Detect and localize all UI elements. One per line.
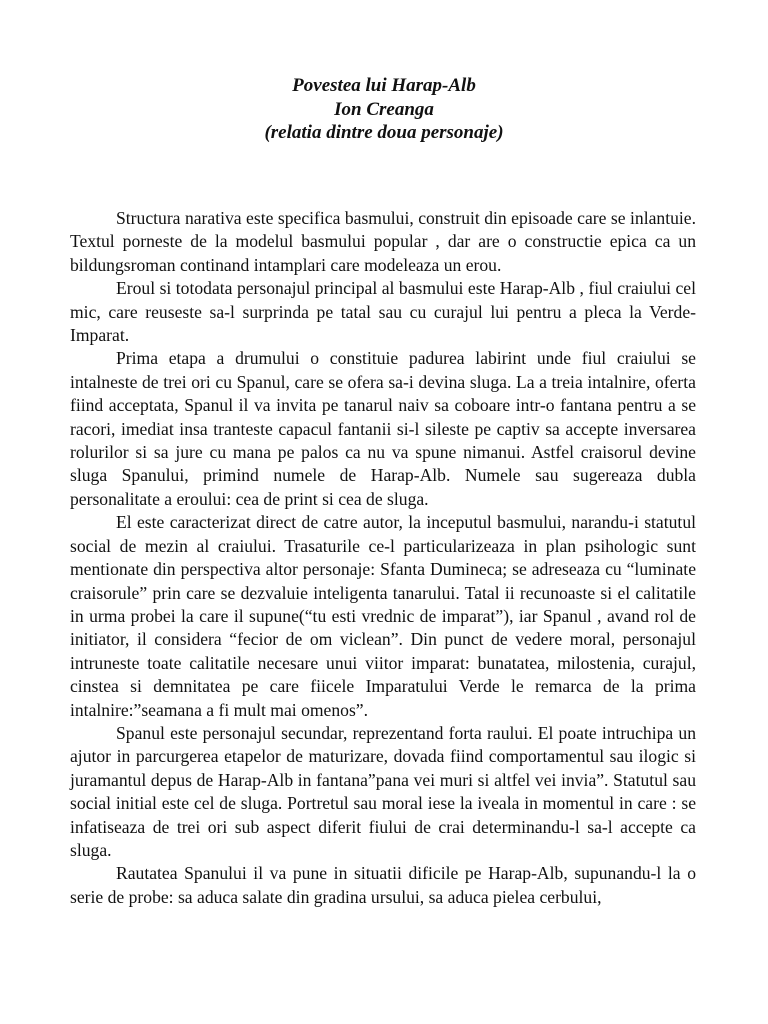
paragraph-6: Rautatea Spanului il va pune in situatii dificile pe Harap-Alb, supunandu-l la o serie de probe: sa aduca salate din gradina ursului, sa aduca pielea cerbului, [70, 863, 696, 907]
paragraph-2: Eroul si totodata personajul principal al basmului este Harap-Alb , fiul craiului cel mic, care reuseste sa-l surprinda pe tatal sau cu curajul lui pentru a pleca la Verde-Imparat. [70, 278, 696, 346]
document-body [70, 207, 696, 909]
document-title [0, 74, 768, 145]
paragraph-3: Prima etapa a drumului o constituie padurea labirint unde fiul craiului se intalneste de trei ori cu Spanul, care se ofera sa-i devina sluga. La a treia intalnire, oferta fiind acceptata, Spanul il va invita pe tanarul naiv sa coboare intr-o fantana pentru a se racori, imediat insa tranteste capacul fantanii si-l sileste pe captiv sa accepte inversarea rolurilor si sa jure cu mana pe palos ca nu va spune nimanui. Astfel craisorul devine sluga Spanului, primind numele de Harap-Alb. Numele sau sugereaza dubla personalitate a eroului: cea de print si cea de sluga. [70, 348, 696, 509]
title-line-story: Povestea lui Harap-Alb [292, 75, 476, 96]
paragraph-4: El este caracterizat direct de catre autor, la inceputul basmului, narandu-i statutul social de mezin al craiului. Trasaturile ce-l particularizeaza in plan psihologic sunt mentionate din perspectiva altor personaje: Sfanta Dumineca; se adreseaza cu “luminate craisorule” prin care se dezvaluie inteligenta tanarului. Tatal ii recunoaste si el calitatile in urma probei la care il supune(“tu esti vrednic de imparat”), iar Spanul , avand rol de initiator, il considera “fecior de om viclean”. Din punct de vedere moral, personajul intruneste toate calitatile necesare unui viitor imparat: bunatatea, milostenia, curajul, cinstea si demnitatea pe care fiicele Imparatului Verde le remarca de la prima intalnire:”seamana a fi mult mai omenos”. [70, 512, 696, 720]
paragraph-5: Spanul este personajul secundar, reprezentand forta raului. El poate intruchipa un ajutor in parcurgerea etapelor de maturizare, dovada fiind comportamentul sau ilogic si juramantul depus de Harap-Alb in fantana”pana vei muri si altfel vei invia”. Statutul sau social initial este cel de sluga. Portretul sau moral iese la iveala in momentul in care : se infatiseaza de trei ori sub aspect diferit fiului de crai determinandu-l sa-l accepte ca sluga. [70, 722, 696, 860]
title-line-author: Ion Creanga [334, 98, 434, 120]
paragraph-1: Structura narativa este specifica basmului, construit din episoade care se inlantuie. Textul porneste de la modelul basmului popular , dar are o constructie epica ca un bildungsroman continand intamplari care modeleaza un erou. [70, 208, 696, 275]
title-line-subtitle: (relatia dintre doua personaje) [264, 122, 504, 143]
